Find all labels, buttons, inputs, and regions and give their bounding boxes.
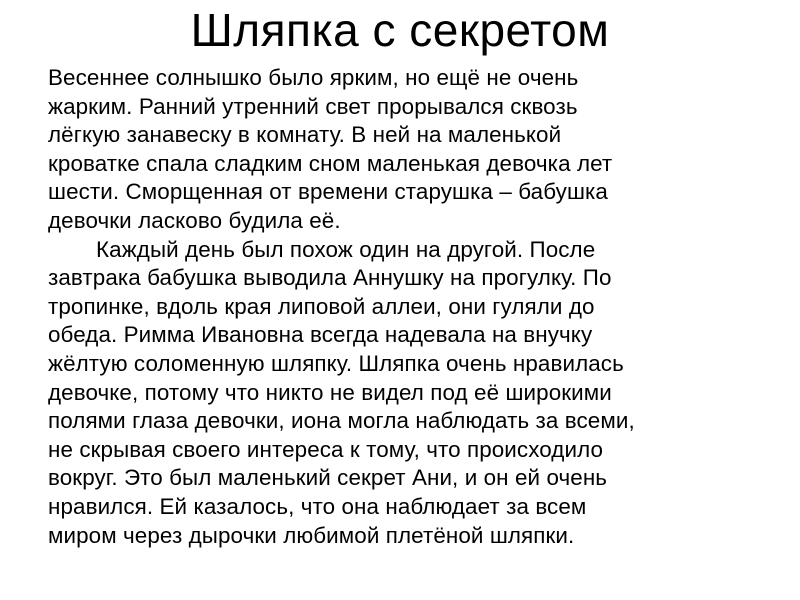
text-line: жарким. Ранний утренний свет прорывался сквозь	[48, 93, 578, 119]
text-line: вокруг. Это был маленький секрет Ани, и он ей очень	[48, 465, 608, 491]
page-title: Шляпка с секретом	[190, 4, 610, 56]
story-text	[48, 64, 788, 550]
text-line: Весеннее солнышко было ярким, но ещё не очень	[48, 65, 579, 90]
text-line: шести. Сморщенная от времени старушка – бабушка	[48, 179, 608, 205]
text-line: полями глаза девочки, иона могла наблюдать за всеми,	[48, 408, 635, 434]
text-line: нравился. Ей казалось, что она наблюдает за всем	[48, 493, 587, 519]
text-line: девочки ласково будила её.	[48, 207, 341, 233]
text-line: кроватке спала сладким сном маленькая девочка лет	[48, 150, 613, 176]
text-line: лёгкую занавеску в комнату. В ней на маленькой	[48, 122, 562, 148]
paragraph-start-line: Каждый день был похож один на другой. После	[96, 236, 596, 262]
text-line: тропинке, вдоль края липовой аллеи, они гуляли до	[48, 293, 595, 319]
text-line: обеда. Римма Ивановна всегда надевала на внучку	[48, 322, 593, 348]
text-line: завтрака бабушка выводила Аннушку на прогулку. По	[48, 265, 612, 291]
text-line: жёлтую соломенную шляпку. Шляпка очень нравилась	[48, 350, 624, 376]
text-line: девочке, потому что никто не видел под её широкими	[48, 379, 612, 405]
text-line: не скрывая своего интереса к тому, что происходило	[48, 436, 604, 462]
text-line: миром через дырочки любимой плетёной шляпки.	[48, 522, 575, 548]
